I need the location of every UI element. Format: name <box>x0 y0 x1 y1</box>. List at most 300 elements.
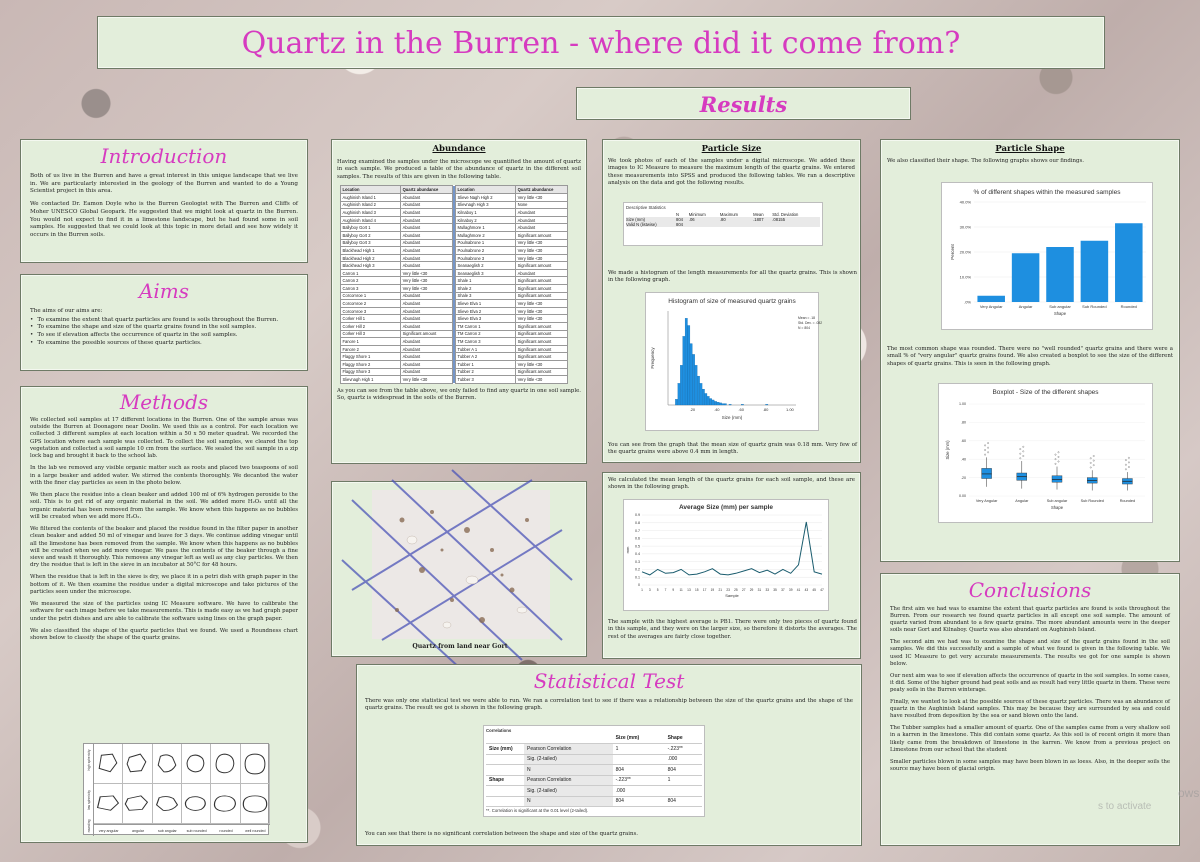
average-size-title: Average Size (mm) per sample <box>678 504 774 511</box>
abundance-cell: Abundant <box>401 201 453 209</box>
abundance-cell: Flaggy Shore 2 <box>341 361 401 369</box>
correlation-cell: -.223** <box>613 775 665 786</box>
boxplot-outlier <box>1090 458 1091 459</box>
abundance-header: Quartz abundance <box>401 186 453 194</box>
roundness-shape-icon <box>182 744 211 784</box>
correlation-cell: 1 <box>613 744 665 755</box>
roundness-shape-icon <box>182 784 211 824</box>
abundance-cell: Abundant <box>516 216 568 224</box>
x-tick-label: 35 <box>773 588 777 592</box>
aims-item: • To examine the extent that quartz particles are found is soils throughout the Burren. <box>30 317 298 325</box>
x-tick-label: 37 <box>781 588 785 592</box>
shape-bar <box>1012 253 1040 302</box>
x-axis-label: Shape <box>1050 505 1064 510</box>
descriptive-statistics-table <box>623 202 823 246</box>
histogram-bar <box>717 402 719 405</box>
methods-p7: We also classified the shape of the quartz particles that we found. We used a Roundness chart shown below to classify the shape of the quartz grains. <box>30 627 298 642</box>
correlation-cell <box>486 796 524 807</box>
correlation-row <box>486 775 702 786</box>
y-tick-label: 0.4 <box>635 552 640 557</box>
abundance-cell: Mullaghmore 2 <box>456 231 516 239</box>
average-size-outro: The sample with the highest average is PB1. There were only two pieces of quartz found in this sample, and they were on the larger size, so therefore it distorts the averages. The rest of the averages are fairly close together. <box>608 619 857 640</box>
abundance-cell: Kilnaboy 1 <box>456 209 516 217</box>
abundance-cell: Poulnabrone 1 <box>456 239 516 247</box>
x-tick-label: Sub Rounded <box>1080 499 1104 503</box>
abundance-intro: Having examined the samples under the microscope we quantified the amount of quartz in each sample. We produced a table of the abundance of quartz in the different soil samples. The results of this are given in the following table. <box>337 159 581 180</box>
histogram-legend: Std. Dev. = .082 <box>798 321 823 325</box>
desc-header: Minimum <box>688 212 706 217</box>
y-tick-label: 1.00 <box>959 402 966 407</box>
correlation-cell <box>486 754 524 765</box>
desc-cell: .1807 <box>753 217 764 222</box>
roundness-col-label: sub angular <box>157 829 177 833</box>
x-tick-label: Very Angular <box>975 499 998 503</box>
boxplot-outlier <box>1090 467 1091 468</box>
y-tick-label: 40.0% <box>959 199 971 205</box>
x-tick-label: Rounded <box>1120 304 1137 309</box>
abundance-cell: Significant amount <box>516 285 568 293</box>
abundance-row <box>341 323 568 331</box>
boxplot-outlier <box>1055 454 1056 455</box>
histogram-bar <box>712 400 714 405</box>
shape-boxplot-chart <box>938 383 1153 523</box>
boxplot-outlier <box>1125 469 1126 470</box>
introduction-p2: We contacted Dr. Eamon Doyle who is the Burren Geologist with The Burren and Cliffs of Moher UNESCO Global Geopark. He suggested that we might look at quartz in the Burren. You would not expect to find it in a limestone landscape, but he had found some in soil samples. He suggested that we could look at this topic in more detail and see how widely it occurs in the Burren soils. <box>30 201 298 239</box>
abundance-cell: Abundant <box>401 239 453 247</box>
correlation-cell: Sig. (2-tailed) <box>524 786 613 797</box>
histogram-plot <box>646 305 823 425</box>
abundance-cell: Slieve Nagh High 2 <box>456 193 516 201</box>
shape-percent-plot <box>942 196 1152 326</box>
abundance-cell: Poulnabrone 3 <box>456 254 516 262</box>
methods-p2: In the lab we removed any visible organic matter such as roots and placed two teaspoons of soil in a large beaker and added water. We stirred the contents thoroughly. We decanted the water with the finer clay particles as seen in the photo below. <box>30 465 298 486</box>
histogram-legend: N = 804 <box>798 326 810 330</box>
conclusions-p2: The second aim we had was to examine the shape and size of the quartz grains found in the soil samples. We did this successfully and a sample of what we found is given in the following table. We used IC Measure to get very accurate measurements. The results we got for one sample is shown below. <box>890 639 1170 667</box>
abundance-cell: Carron 1 <box>341 269 401 277</box>
abundance-panel <box>331 139 587 464</box>
roundness-shape-icon <box>241 744 270 784</box>
photo-caption: Quartz from land near Gort <box>412 643 508 650</box>
roundness-shape-icon <box>94 784 123 824</box>
x-tick-label: 15 <box>695 588 699 592</box>
abundance-row <box>341 209 568 217</box>
x-tick-label: 11 <box>679 588 683 592</box>
abundance-row <box>341 300 568 308</box>
abundance-row <box>341 353 568 361</box>
abundance-heading: Abundance <box>432 144 486 154</box>
methods-p3: We then place the residue into a clean beaker and added 100 ml of 6% hydrogen peroxide to the soil. This is to get rid of any organic material in the soil. We added more H₂O₂ until all the organic material has been removed from the sample. We know when this happens as no bubbles will be created when we add more H₂O₂. <box>30 492 298 520</box>
x-tick-label: 17 <box>702 588 707 592</box>
boxplot-outlier <box>1058 452 1059 453</box>
abundance-header: Location <box>456 186 516 194</box>
abundance-cell: Seanaeglish 2 <box>456 262 516 270</box>
y-tick-label: .40 <box>961 457 966 462</box>
abundance-cell: Aughinish Island 4 <box>341 216 401 224</box>
abundance-cell: Fanore 2 <box>341 345 401 353</box>
shape-bar <box>1046 247 1074 302</box>
shape-bar <box>977 296 1005 302</box>
abundance-cell: Abundant <box>401 216 453 224</box>
abundance-header: Quartz abundance <box>516 186 568 194</box>
abundance-row <box>341 262 568 270</box>
y-tick-label: 0 <box>638 583 640 588</box>
y-tick-label: 0.6 <box>635 536 640 541</box>
boxplot-outlier <box>1055 463 1056 464</box>
abundance-cell: Abundant <box>401 254 453 262</box>
correlation-row <box>486 754 702 765</box>
desc-cell: .80 <box>719 217 726 222</box>
x-tick-label: 13 <box>687 588 691 592</box>
results-banner <box>576 87 911 120</box>
abundance-cell: Carron 3 <box>341 285 401 293</box>
histogram-bar <box>766 404 768 405</box>
abundance-cell: Abundant <box>516 224 568 232</box>
abundance-cell: Tubber A 1 <box>456 345 516 353</box>
introduction-panel <box>20 139 308 263</box>
histogram-bar <box>680 365 682 405</box>
desc-stats-title: Descriptive Statistics <box>626 205 666 210</box>
abundance-cell: Very little <30 <box>516 307 568 315</box>
abundance-cell: Abundant <box>401 345 453 353</box>
statistical-test-intro: There was only one statistical test we were able to run. We ran a correlation test to see if there was a relationship between the size of the quartz grains and the shape of the quartz grains. The result we got is shown in the following graph. <box>365 698 853 712</box>
abundance-cell: Aughinish Island 3 <box>341 209 401 217</box>
roundness-chart <box>83 743 269 835</box>
abundance-row <box>341 376 568 384</box>
x-tick-label: 47 <box>820 588 824 592</box>
abundance-cell: Abundant <box>401 338 453 346</box>
abundance-table <box>340 185 568 383</box>
x-axis-label: Shape <box>1053 311 1067 316</box>
abundance-cell: TM Carron 3 <box>456 338 516 346</box>
x-tick-label: 9 <box>672 588 675 592</box>
correlation-cell: N <box>524 796 613 807</box>
methods-p1: We collected soil samples at 17 different locations in the Burren. One of the sample areas was outside the Burren at Doonagore near Doolin. We used this as a control. For each location we collected 3 different samples at each location within a 50 x 50 meter quadrat. We recorded the GPS location where each sample was collected. To collect the soil samples, we cleared the top vegetation and collected a soil sample 10 cm from the surface. We sealed the soil sample in a zip lock bag and brought it back to the school lab. <box>30 417 298 460</box>
abundance-cell: Abundant <box>401 247 453 255</box>
abundance-cell: Abundant <box>401 224 453 232</box>
methods-panel <box>20 386 308 843</box>
aims-item: • To examine the shape and size of the quartz grains found in the soil samples. <box>30 324 298 332</box>
boxplot-outlier <box>1020 453 1021 454</box>
shape-percent-chart <box>941 182 1153 330</box>
x-tick-label: 5 <box>656 588 659 592</box>
roundness-shape-icon <box>241 784 270 824</box>
abundance-cell: Significant amount <box>516 338 568 346</box>
abundance-cell: Abundant <box>401 353 453 361</box>
aims-intro: The aims of our aims are: <box>30 308 103 314</box>
watermark-line2: s to activate <box>1098 801 1152 812</box>
histogram-bar <box>697 376 699 405</box>
boxplot-outlier <box>1125 464 1126 465</box>
y-tick-label: 30.0% <box>959 224 971 230</box>
abundance-cell: Significant amount <box>516 262 568 270</box>
abundance-cell: Aughinish Island 2 <box>341 201 401 209</box>
abundance-cell: Ballyboy Gort 1 <box>341 224 401 232</box>
boxplot-outlier <box>984 454 985 455</box>
abundance-cell: Tubber A 2 <box>456 353 516 361</box>
roundness-col-label: sub rounded <box>186 829 207 833</box>
abundance-row <box>341 216 568 224</box>
histogram-bar <box>741 404 743 405</box>
histogram-bar <box>705 393 707 405</box>
abundance-cell: Very little <30 <box>516 247 568 255</box>
abundance-cell: Abundant <box>401 262 453 270</box>
correlation-row <box>486 786 702 797</box>
correlation-cell: Size (mm) <box>486 744 524 755</box>
abundance-cell: Tubber 2 <box>456 368 516 376</box>
correlation-cell <box>486 786 524 797</box>
methods-p5: When the residue that is left in the sieve is dry, we place it in a petri dish with graph paper in the bottom of it. We then examine the residue under a digital microscope and take pictures of the particles seen under the microscope. <box>30 574 298 595</box>
correlation-cell: 804 <box>665 765 702 776</box>
abundance-cell: Abundant <box>516 209 568 217</box>
histogram-bar <box>678 383 680 405</box>
abundance-cell: Flaggy Shore 1 <box>341 353 401 361</box>
desc-header: Mean <box>753 212 764 217</box>
particle-shape-intro: We also classified their shape. The following graphs shows our findings. <box>887 158 1084 164</box>
correlation-cell <box>613 754 665 765</box>
correlation-cell: Pearson Correlation <box>524 744 613 755</box>
histogram-bar <box>692 354 694 405</box>
histogram-bar <box>702 389 704 405</box>
roundness-row-label: rounding <box>87 819 91 833</box>
x-tick-label: 43 <box>804 588 809 592</box>
abundance-row <box>341 361 568 369</box>
x-tick-label: 31 <box>757 588 762 592</box>
abundance-cell: Significant amount <box>401 330 453 338</box>
y-tick-label: 0.9 <box>635 513 640 518</box>
histogram-bar <box>683 336 685 405</box>
abundance-cell: Mullaghmore 1 <box>456 224 516 232</box>
histogram-bar <box>688 325 690 405</box>
aims-item: • To see if elevation affects the occurrence of quartz in the soil samples. <box>30 332 298 340</box>
x-tick-label: 1.00 <box>786 407 794 412</box>
corr-header: Size (mm) <box>613 733 665 744</box>
abundance-cell: Seanaeglish 3 <box>456 269 516 277</box>
abundance-row <box>341 193 568 201</box>
x-tick-label: 41 <box>796 588 801 592</box>
x-tick-label: 3 <box>648 588 651 592</box>
abundance-cell: Very little <30 <box>401 285 453 293</box>
introduction-heading: Introduction <box>100 144 228 168</box>
y-tick-label: 20.0% <box>959 249 971 255</box>
desc-header: Maximum <box>719 212 739 217</box>
correlation-cell: 804 <box>665 796 702 807</box>
boxplot-outlier <box>1125 459 1126 460</box>
roundness-col-label: rounded <box>219 829 233 833</box>
abundance-cell: Kilnaboy 2 <box>456 216 516 224</box>
desc-cell: 804 <box>676 222 683 227</box>
histogram-intro: We made a histogram of the length measurements for all the quartz grains. This is shown in the following graph. <box>608 270 857 284</box>
statistical-test-heading: Statistical Test <box>533 669 685 693</box>
y-tick-label: 0.2 <box>635 567 640 572</box>
microscope-photo <box>372 490 550 639</box>
aims-list <box>30 317 298 348</box>
histogram-bar <box>700 383 702 405</box>
x-axis-label: Sample <box>725 593 739 598</box>
boxplot-outlier <box>1020 458 1021 459</box>
boxplot-title: Boxplot - Size of the different shapes <box>992 389 1099 396</box>
poster-title: Quartz in the Burren - where did it come from? <box>241 26 961 61</box>
abundance-cell: Abundant <box>401 323 453 331</box>
histogram-bar <box>714 401 716 405</box>
abundance-cell: Fanore 1 <box>341 338 401 346</box>
x-tick-label: 1 <box>641 588 643 592</box>
y-tick-label: .0% <box>964 299 971 305</box>
abundance-row <box>341 239 568 247</box>
abundance-cell: Shale 3 <box>456 292 516 300</box>
abundance-cell: Very little <30 <box>516 193 568 201</box>
aims-heading: Aims <box>138 279 190 303</box>
abundance-cell: Very little <30 <box>401 269 453 277</box>
desc-cell: .08155 <box>772 217 786 222</box>
y-axis-label: Size (mm) <box>945 440 950 460</box>
corr-header <box>524 733 613 744</box>
abundance-cell: Very little <30 <box>516 254 568 262</box>
x-tick-label: .80 <box>762 407 769 412</box>
correlation-cell: Shape <box>486 775 524 786</box>
correlation-row <box>486 744 702 755</box>
roundness-shape-icon <box>123 784 152 824</box>
histogram-bar <box>722 404 724 405</box>
abundance-cell: Ballyboy Gort 2 <box>341 231 401 239</box>
y-tick-label: 10.0% <box>959 274 971 280</box>
roundness-col-label: very angular <box>98 829 119 833</box>
y-tick-label: 0.8 <box>635 520 640 525</box>
y-tick-label: .60 <box>961 439 966 443</box>
correlation-cell: 804 <box>613 796 665 807</box>
boxplot-outlier <box>1020 448 1021 449</box>
aims-item: • To examine the possible sources of these quartz particles. <box>30 340 298 348</box>
abundance-cell: Significant amount <box>516 323 568 331</box>
desc-cell: 804 <box>676 217 683 222</box>
abundance-cell: Very little <30 <box>516 376 568 384</box>
roundness-row-label: low sphericity <box>87 790 91 810</box>
boxplot-outlier <box>1128 466 1129 467</box>
abundance-row <box>341 247 568 255</box>
shape-percent-title: % of different shapes within the measured samples <box>973 189 1121 196</box>
poster-title-banner <box>97 16 1105 69</box>
methods-p6: We measured the size of the particles using IC Measure software. We have to calibrate the software for each image before we take measurements. This is made easy as we had graph paper under the petri dishes and are able to calibrate the software using lines on the graph paper. <box>30 601 298 622</box>
x-tick-label: Rounded <box>1119 499 1136 503</box>
x-tick-label: Angular <box>1015 499 1029 503</box>
y-tick-label: 0.3 <box>635 559 640 564</box>
abundance-cell: Abundant <box>516 269 568 277</box>
y-tick-label: 0.7 <box>635 528 640 533</box>
histogram-bar <box>685 318 687 405</box>
abundance-row <box>341 285 568 293</box>
x-tick-label: 45 <box>812 588 816 592</box>
abundance-cell: Slieve Elva 1 <box>456 300 516 308</box>
correlation-cell <box>665 786 702 797</box>
histogram-bar <box>719 403 721 405</box>
abundance-row <box>341 254 568 262</box>
boxplot-outlier <box>1093 460 1094 461</box>
roundness-shape-icon <box>153 784 182 824</box>
abundance-cell: Very little <30 <box>516 239 568 247</box>
abundance-row <box>341 315 568 323</box>
abundance-row <box>341 338 568 346</box>
abundance-cell: Shale 1 <box>456 277 516 285</box>
y-axis-label: Frequency <box>650 347 655 369</box>
histogram-legend: Mean = .18 <box>798 316 816 320</box>
abundance-cell: Ballyboy Gort 3 <box>341 239 401 247</box>
histogram-bar <box>690 344 692 405</box>
conclusions-p5: The Tubber samples had a smaller amount of quartz. One of the samples came from a very shallow soil in a karren in the limestone. This did contain some quartz. As this soil is of recent origin it more than likely came from the breakdown of limestone in the karren. We know from a previous project on Limestone from our school that the student <box>890 725 1170 753</box>
desc-cell: .06 <box>688 217 695 222</box>
correlation-cell: Pearson Correlation <box>524 775 613 786</box>
x-tick-label: Sub Rounded <box>1082 304 1107 309</box>
histogram-bar <box>695 365 697 405</box>
boxplot-outlier <box>1023 446 1024 447</box>
boxplot-outlier <box>1128 462 1129 463</box>
shape-bar <box>1081 241 1109 302</box>
x-tick-label: .20 <box>689 407 696 412</box>
correlation-cell <box>486 765 524 776</box>
abundance-cell: Significant amount <box>516 277 568 285</box>
histogram-bar <box>675 399 677 405</box>
shape-boxplot-plot <box>939 396 1152 518</box>
boxplot-outlier <box>1093 464 1094 465</box>
abundance-cell: Abundant <box>401 368 453 376</box>
average-size-plot <box>624 511 828 607</box>
histogram-outro: You can see from the graph that the mean size of quartz grain was 0.18 mm. Very few of the quartz grains were above 0.4 mm in length. <box>608 442 857 456</box>
x-tick-label: 21 <box>718 588 723 592</box>
y-tick-label: 0.00 <box>959 494 966 499</box>
particle-shape-panel <box>880 139 1180 562</box>
abundance-cell: Corcomroe 1 <box>341 292 401 300</box>
abundance-row <box>341 307 568 315</box>
abundance-row <box>341 231 568 239</box>
abundance-cell: Corcomroe 2 <box>341 300 401 308</box>
correlation-cell: 804 <box>613 765 665 776</box>
abundance-cell: Blackhead High 2 <box>341 254 401 262</box>
boxplot-outlier <box>984 449 985 450</box>
abundance-cell: Blackhead High 1 <box>341 247 401 255</box>
activation-watermark <box>1096 786 1199 814</box>
x-tick-label: .40 <box>713 407 720 412</box>
roundness-shape-icon <box>211 744 240 784</box>
methods-p4: We filtered the contents of the beaker and placed the residue found in the filter paper in another clean beaker and added 50 ml of vinegar and leave for 3 days. We continue adding vinegar until all the limestone has been removed from the sample. We know when this happens as no bubbles will be created when we add more vinegar. We pass the contents of the beaker through a fine sieve and wash it thoroughly. This removes any vinegar left as well as any clay particles. We then dry the residue that is left in the sieve in an incubator at 50°C for 48 hours. <box>30 526 298 569</box>
corr-header <box>486 733 524 744</box>
roundness-shape-icon <box>123 744 152 784</box>
correlation-cell: Sig. (2-tailed) <box>524 754 613 765</box>
particle-size-intro: We took photos of each of the samples under a digital microscope. We added these images to IC Measure to measure the maximum length of the quartz grains. We entered these measurements into SPSS and produced the following tables. We ran a descriptive analysis on the data and got the following results. <box>608 158 855 187</box>
correlation-cell: N <box>524 765 613 776</box>
x-tick-label: 7 <box>664 588 667 592</box>
boxplot-outlier <box>1023 455 1024 456</box>
results-heading: Results <box>699 92 788 117</box>
abundance-cell: Tubber 3 <box>456 376 516 384</box>
correlations-title: Correlations <box>486 728 512 733</box>
statistical-test-outro: You can see that there is no significant correlation between the shape and size of the quartz grains. <box>365 831 638 837</box>
particle-size-panel <box>602 139 861 463</box>
abundance-row <box>341 345 568 353</box>
abundance-cell: TM Carron 2 <box>456 330 516 338</box>
abundance-row <box>341 269 568 277</box>
correlation-cell: .000 <box>613 786 665 797</box>
abundance-cell: Significant amount <box>516 231 568 239</box>
abundance-cell: Abundant <box>401 300 453 308</box>
abundance-cell: Significant amount <box>516 345 568 353</box>
y-tick-label: .80 <box>961 420 966 425</box>
y-tick-label: .20 <box>961 475 966 480</box>
abundance-cell: Corker Hill 3 <box>341 330 401 338</box>
abundance-cell: Poulnabrone 2 <box>456 247 516 255</box>
boxplot-box <box>982 468 992 478</box>
average-size-chart <box>623 499 829 611</box>
abundance-cell: Very little <30 <box>516 361 568 369</box>
boxplot-outlier <box>1090 462 1091 463</box>
boxplot-outlier <box>1128 457 1129 458</box>
